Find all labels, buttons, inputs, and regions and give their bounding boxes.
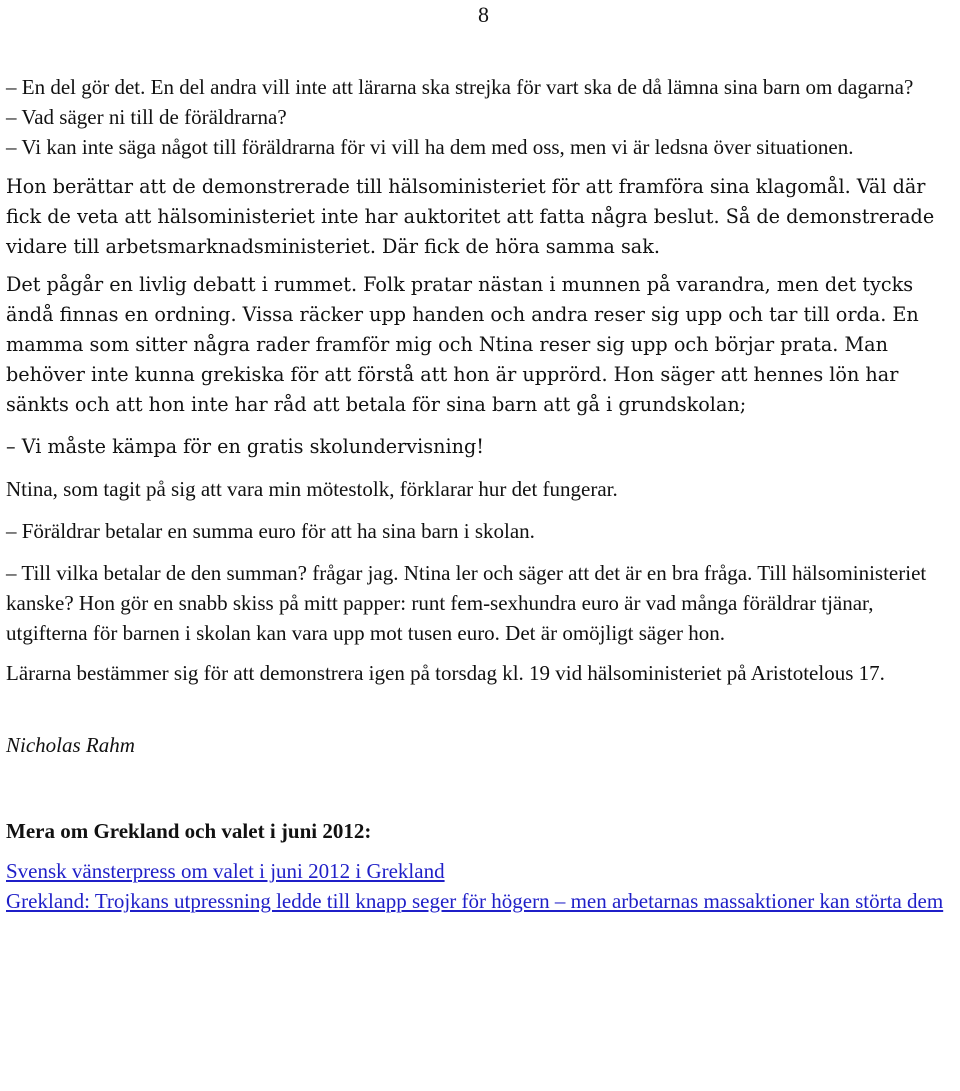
link-trojkan[interactable]: Grekland: Trojkans utpressning ledde till knapp seger för högern – men arbetarnas massaktioner kan störta dem [6,889,944,913]
paragraph-interpreter: Ntina, som tagit på sig att vara min mötestolk, förklarar hur det fungerar. [6,477,618,501]
link-vansterpress[interactable]: Svensk vänsterpress om valet i juni 2012 i Grekland [6,859,445,883]
paragraph-dialogue-3: – Vi kan inte säga något till föräldrarna för vi vill ha dem med oss, men vi är ledsna över situationen. [6,135,854,159]
paragraph-question: – Till vilka betalar de den summan? frågar jag. Ntina ler och säger att det är en bra fråga. Till hälsoministeriet kanske? Hon gör en snabb skiss på mitt papper: runt fem-sexhundra euro är vad många föräldrar tjänar, utgifterna för barnen i skolan kan vara upp mot tusen euro. Det är omöjligt säger hon. [6,561,927,645]
paragraph-debate: Det pågår en livlig debatt i rummet. Folk pratar nästan i munnen på varandra, men det tycks ändå finnas en ordning. Vissa räcker upp handen och andra reser sig upp och tar till orda. En mamma som sitter några rader framför mig och Ntina reser sig upp och börjar prata. Man behöver inte kunna grekiska för att förstå att hon är upprörd. Hon säger att hennes lön har sänkts och att hon inte har råd att betala för sina barn att gå i grundskolan; [6,273,919,416]
related-link-item [6,856,956,886]
page-number: 8 [478,2,489,27]
article-body [6,72,956,916]
related-link-item [6,886,956,916]
related-heading: Mera om Grekland och valet i juni 2012: [6,819,372,843]
paragraph-dialogue-2: – Vad säger ni till de föräldrarna? [6,105,287,129]
author-signature: Nicholas Rahm [6,733,135,757]
paragraph-quote: – Vi måste kämpa för en gratis skolundervisning! [6,435,484,458]
paragraph-dialogue-1: – En del gör det. En del andra vill inte att lärarna ska strejka för vart ska de då lämna sina barn om dagarna? [6,75,914,99]
paragraph-teachers-decide: Lärarna bestämmer sig för att demonstrera igen på torsdag kl. 19 vid hälsoministeriet på Aristotelous 17. [6,661,885,685]
paragraph-parents-pay: – Föräldrar betalar en summa euro för att ha sina barn i skolan. [6,519,535,543]
paragraph-demonstration: Hon berättar att de demonstrerade till hälsoministeriet för att framföra sina klagomål. Väl där fick de veta att hälsoministeriet inte har auktoritet att fatta några beslut. Så de demonstrerade vidare till arbetsmarknadsministeriet. Där fick de höra samma sak. [6,175,935,258]
related-links [6,856,956,916]
